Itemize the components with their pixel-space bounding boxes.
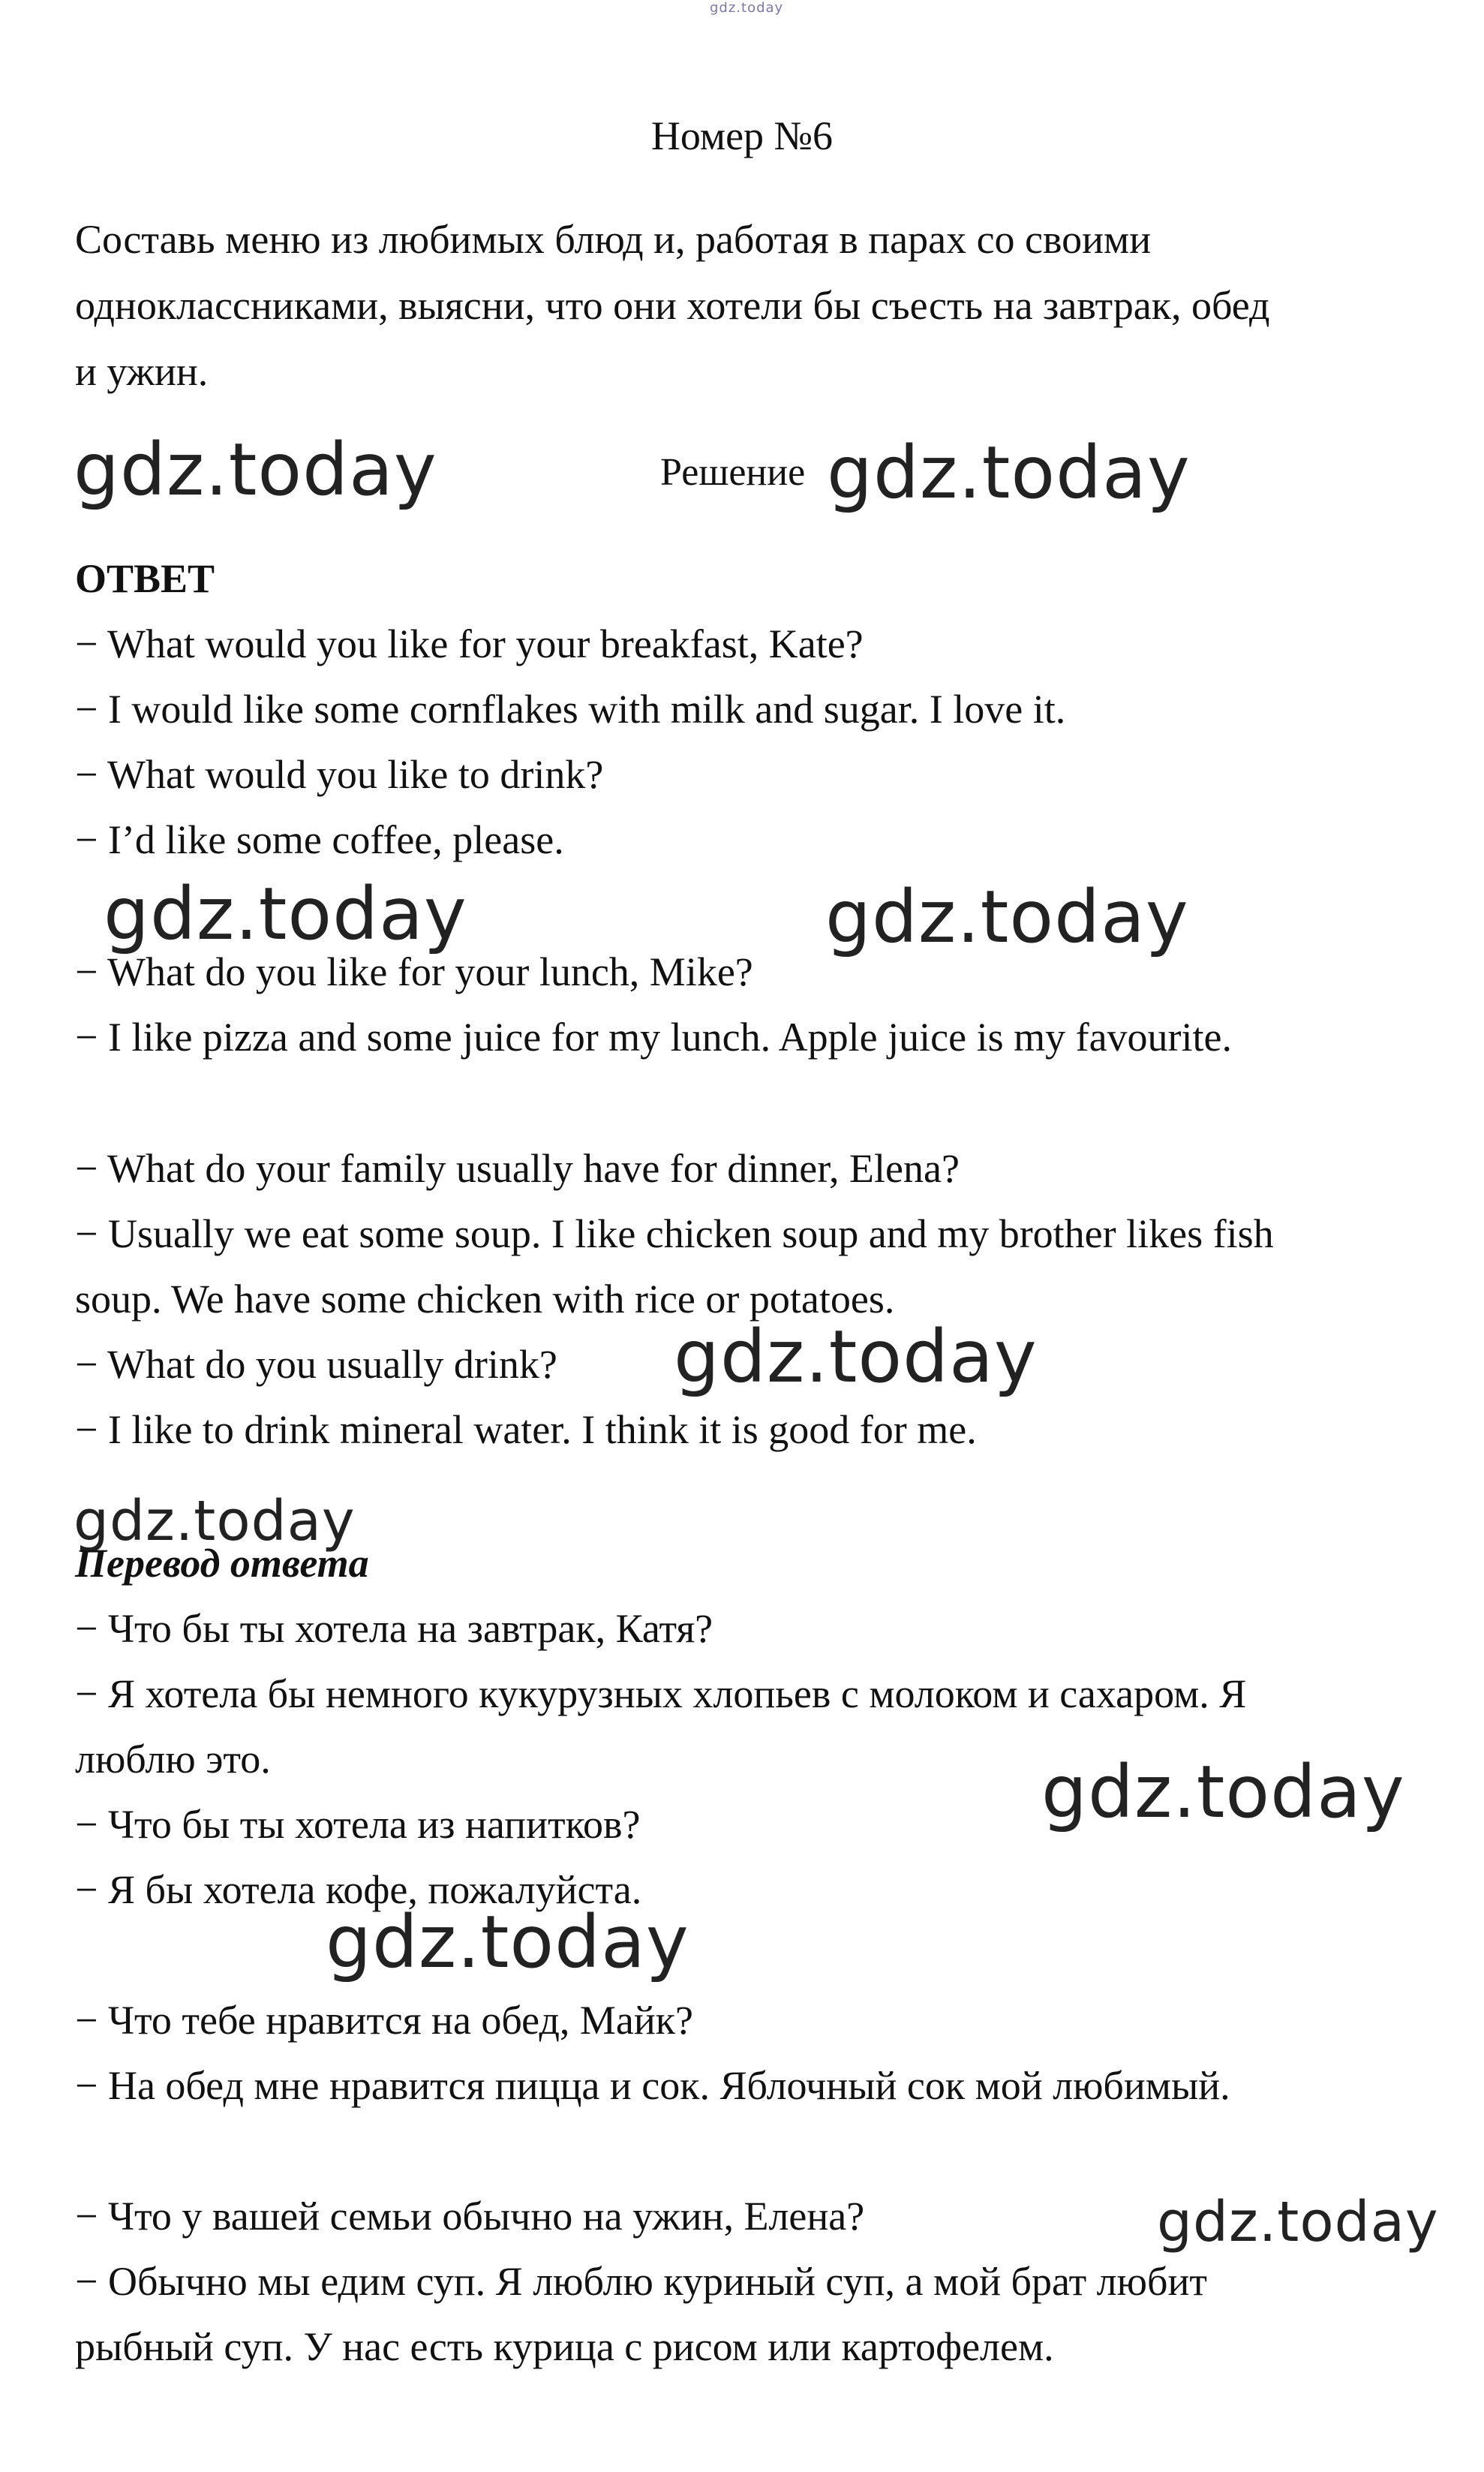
translation-line: люблю это. — [75, 1737, 271, 1782]
watermark: gdz.today — [825, 875, 1189, 959]
translation-line: − Что бы ты хотела на завтрак, Катя? — [75, 1606, 713, 1651]
page-title: Номер №6 — [650, 113, 834, 158]
translation-line: − Что бы ты хотела из напитков? — [75, 1802, 641, 1847]
answer-line: soup. We have some chicken with rice or potatoes. — [75, 1277, 895, 1322]
answer-heading: ОТВЕТ — [75, 556, 215, 601]
translation-line: рыбный суп. У нас есть курица с рисом или картофелем. — [75, 2324, 1054, 2369]
watermark: gdz.today — [1157, 2190, 1439, 2254]
answer-line: − I would like some cornflakes with milk and sugar. I love it. — [75, 687, 1066, 732]
task-text-line-1: Составь меню из любимых блюд и, работая в парах со своими — [75, 217, 1152, 262]
translation-heading: Перевод ответа — [75, 1541, 369, 1586]
watermark: gdz.today — [827, 431, 1191, 515]
solution-label: Решение — [660, 451, 806, 494]
top-watermark: gdz.today — [710, 0, 784, 16]
translation-line: − Я бы хотела кофе, пожалуйста. — [75, 1867, 642, 1912]
answer-line: − What do you usually drink? — [75, 1342, 557, 1387]
translation-line: − Что тебе нравится на обед, Майк? — [75, 1998, 694, 2043]
answer-line: − What do you like for your lunch, Mike? — [75, 949, 753, 994]
translation-line: − Я хотела бы немного кукурузных хлопьев с молоком и сахаром. Я — [75, 1671, 1247, 1716]
task-text-line-2: одноклассниками, выясни, что они хотели бы съесть на завтрак, обед — [75, 283, 1270, 328]
task-text-line-3: и ужин. — [75, 349, 209, 394]
translation-line: − Что у вашей семьи обычно на ужин, Елена? — [75, 2194, 865, 2239]
translation-line: − Обычно мы едим суп. Я люблю куриный суп, а мой брат любит — [75, 2259, 1207, 2304]
translation-line: − На обед мне нравится пицца и сок. Яблочный сок мой любимый. — [75, 2063, 1230, 2108]
watermark: gdz.today — [74, 1489, 356, 1553]
watermark: gdz.today — [1041, 1750, 1405, 1834]
watermark: gdz.today — [74, 428, 437, 512]
watermark: gdz.today — [326, 1900, 689, 1984]
answer-line: − What do your family usually have for dinner, Elena? — [75, 1146, 960, 1191]
answer-line: − I like to drink mineral water. I think it is good for me. — [75, 1407, 977, 1452]
answer-line: − I like pizza and some juice for my lunch. Apple juice is my favourite. — [75, 1015, 1233, 1060]
answer-line: − I’d like some coffee, please. — [75, 817, 564, 862]
answer-line: − Usually we eat some soup. I like chicken soup and my brother likes fish — [75, 1211, 1274, 1256]
answer-line: − What would you like to drink? — [75, 752, 604, 797]
watermark: gdz.today — [104, 872, 467, 956]
watermark: gdz.today — [674, 1315, 1038, 1399]
answer-line: − What would you like for your breakfast, Kate? — [75, 621, 864, 666]
